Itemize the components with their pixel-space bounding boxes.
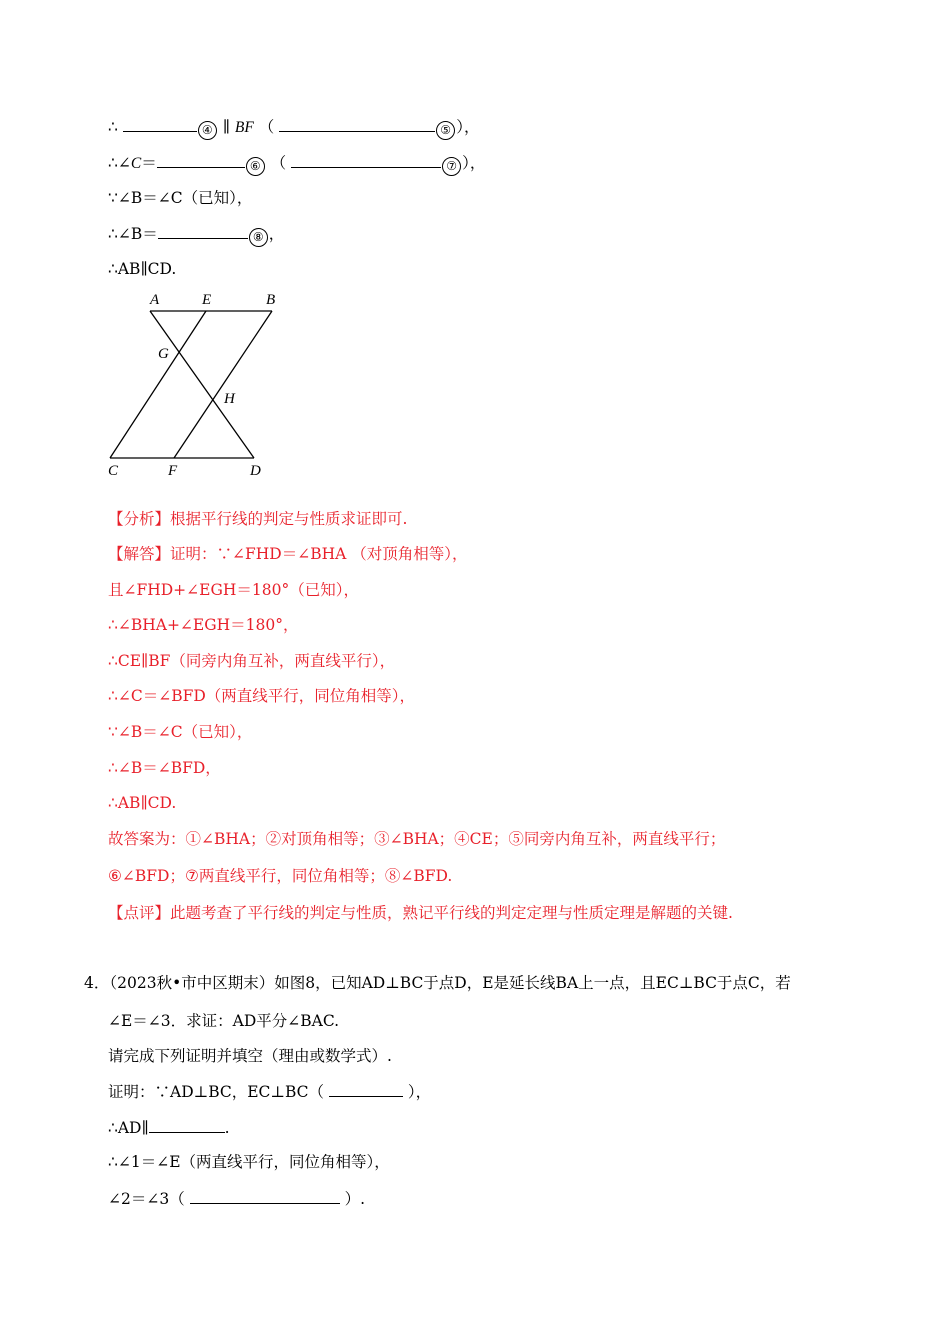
q4-line-6: ∴∠1＝∠E（两直线平行，同位角相等），: [108, 1153, 390, 1171]
analysis-tag: 【分析】: [108, 510, 171, 528]
analysis-line: 【分析】根据平行线的判定与性质求证即可.: [108, 510, 408, 528]
solution-step-2: 且∠FHD+∠EGH＝180°（已知），: [108, 581, 359, 599]
therefore-symbol: ∴: [108, 118, 118, 136]
proof-line-1: ∴ ④ ∥ BF （ ⑤ ），: [108, 115, 479, 140]
label-F: F: [168, 463, 178, 479]
blank-7[interactable]: [291, 151, 441, 168]
solution-step-4: ∴CE∥BF（同旁内角互补，两直线平行），: [108, 652, 396, 670]
line-CE: [110, 311, 206, 458]
marker-8: ⑧: [249, 228, 268, 247]
proof-line-4: ∴∠B＝ ⑧ ，: [108, 222, 284, 247]
question-number: 4．: [84, 974, 110, 992]
geometry-figure: [104, 288, 284, 483]
solution-step-7: ∴∠B＝∠BFD，: [108, 759, 221, 777]
label-E: E: [202, 292, 212, 308]
solution-step-5: ∴∠C＝∠BFD（两直线平行，同位角相等），: [108, 687, 416, 705]
solution-tag: 【解答】: [108, 545, 171, 563]
solution-step-3: ∴∠BHA+∠EGH＝180°，: [108, 616, 299, 634]
q4-line-4: 证明：∵AD⊥BC，EC⊥BC（ ），: [108, 1080, 431, 1103]
marker-5: ⑤: [436, 121, 455, 140]
line-AD: [150, 311, 254, 458]
marker-4: ④: [198, 121, 217, 140]
comment-line: 【点评】此题考查了平行线的判定与性质，熟记平行线的判定定理与性质定理是解题的关键.: [108, 904, 733, 922]
marker-6: ⑥: [246, 157, 265, 176]
q4-blank-reason-1[interactable]: [329, 1080, 403, 1097]
solution-line: 【解答】证明：∵∠FHD＝∠BHA （对顶角相等），: [108, 545, 468, 563]
q4-blank-parallel[interactable]: [149, 1116, 225, 1133]
blank-8[interactable]: [158, 222, 248, 239]
q4-line-1: 4．（2023秋•市中区期末）如图8，已知AD⊥BC于点D，E是延长线BA上一点，且EC⊥BC于点C，若: [84, 974, 791, 992]
marker-7: ⑦: [442, 157, 461, 176]
q4-line-2: ∠E＝∠3．求证：AD平分∠BAC.: [108, 1012, 340, 1030]
q4-line-7: ∠2＝∠3（ ）.: [108, 1187, 365, 1210]
comment-tag: 【点评】: [108, 904, 171, 922]
proof-line-2: ∴∠C＝ ⑥ （ ⑦ ），: [108, 151, 485, 176]
final-answer-line-2: ⑥∠BFD；⑦两直线平行，同位角相等；⑧∠BFD.: [108, 867, 453, 885]
proof-line-3: ∵∠B＝∠C（已知），: [108, 189, 253, 207]
blank-6[interactable]: [157, 151, 245, 168]
blank-4[interactable]: [123, 115, 197, 132]
blank-5[interactable]: [279, 115, 435, 132]
q4-line-5: ∴AD∥ .: [108, 1116, 230, 1139]
label-D: D: [250, 463, 261, 479]
final-answer-line-1: 故答案为：①∠BHA；②对顶角相等；③∠BHA；④CE；⑤同旁内角互补，两直线平行；: [108, 830, 726, 848]
label-G: G: [158, 346, 169, 362]
q4-blank-reason-2[interactable]: [190, 1187, 340, 1204]
proof-line-5: ∴AB∥CD.: [108, 260, 177, 278]
label-C: C: [108, 463, 119, 479]
solution-step-8: ∴AB∥CD.: [108, 794, 177, 812]
label-B: B: [266, 292, 276, 308]
q4-line-3: 请完成下列证明并填空（理由或数学式）.: [108, 1047, 392, 1065]
solution-step-6: ∵∠B＝∠C（已知），: [108, 723, 253, 741]
line-FB: [174, 311, 272, 458]
label-A: A: [150, 292, 160, 308]
label-H: H: [224, 391, 235, 407]
